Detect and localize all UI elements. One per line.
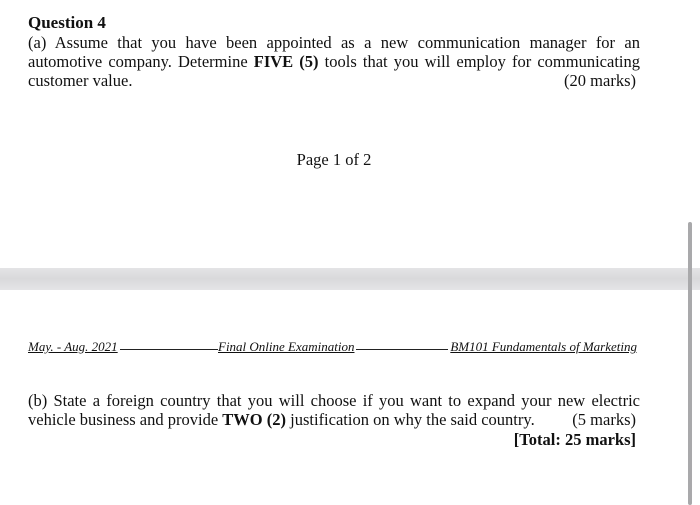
page-2	[0, 290, 700, 505]
header-course: BM101 Fundamentals of Marketing	[450, 339, 637, 354]
vertical-scrollbar[interactable]	[688, 222, 692, 505]
total-marks: [Total: 25 marks]	[513, 430, 636, 449]
page-separator	[0, 268, 700, 290]
part-a-text: (a) Assume that you have been appointed as a new communication manager for an automotive company. Determine FIVE (5) tools that you will employ for communicating customer value.	[28, 33, 640, 90]
header-session: May. - Aug. 2021	[28, 339, 118, 354]
question-title: Question 4	[28, 13, 106, 32]
page-number: Page 1 of 2	[296, 150, 372, 169]
header-exam-type: Final Online Examination	[218, 339, 355, 354]
part-a-marks: (20 marks)	[564, 71, 636, 90]
part-b-text: (b) State a foreign country that you will choose if you want to expand your new electric vehicle business and provide TWO (2) justification on why the said country.	[28, 391, 640, 429]
part-a-emphasis: FIVE (5)	[253, 52, 319, 71]
part-b-marks: (5 marks)	[572, 410, 636, 429]
part-b-emphasis: TWO (2)	[222, 410, 287, 429]
